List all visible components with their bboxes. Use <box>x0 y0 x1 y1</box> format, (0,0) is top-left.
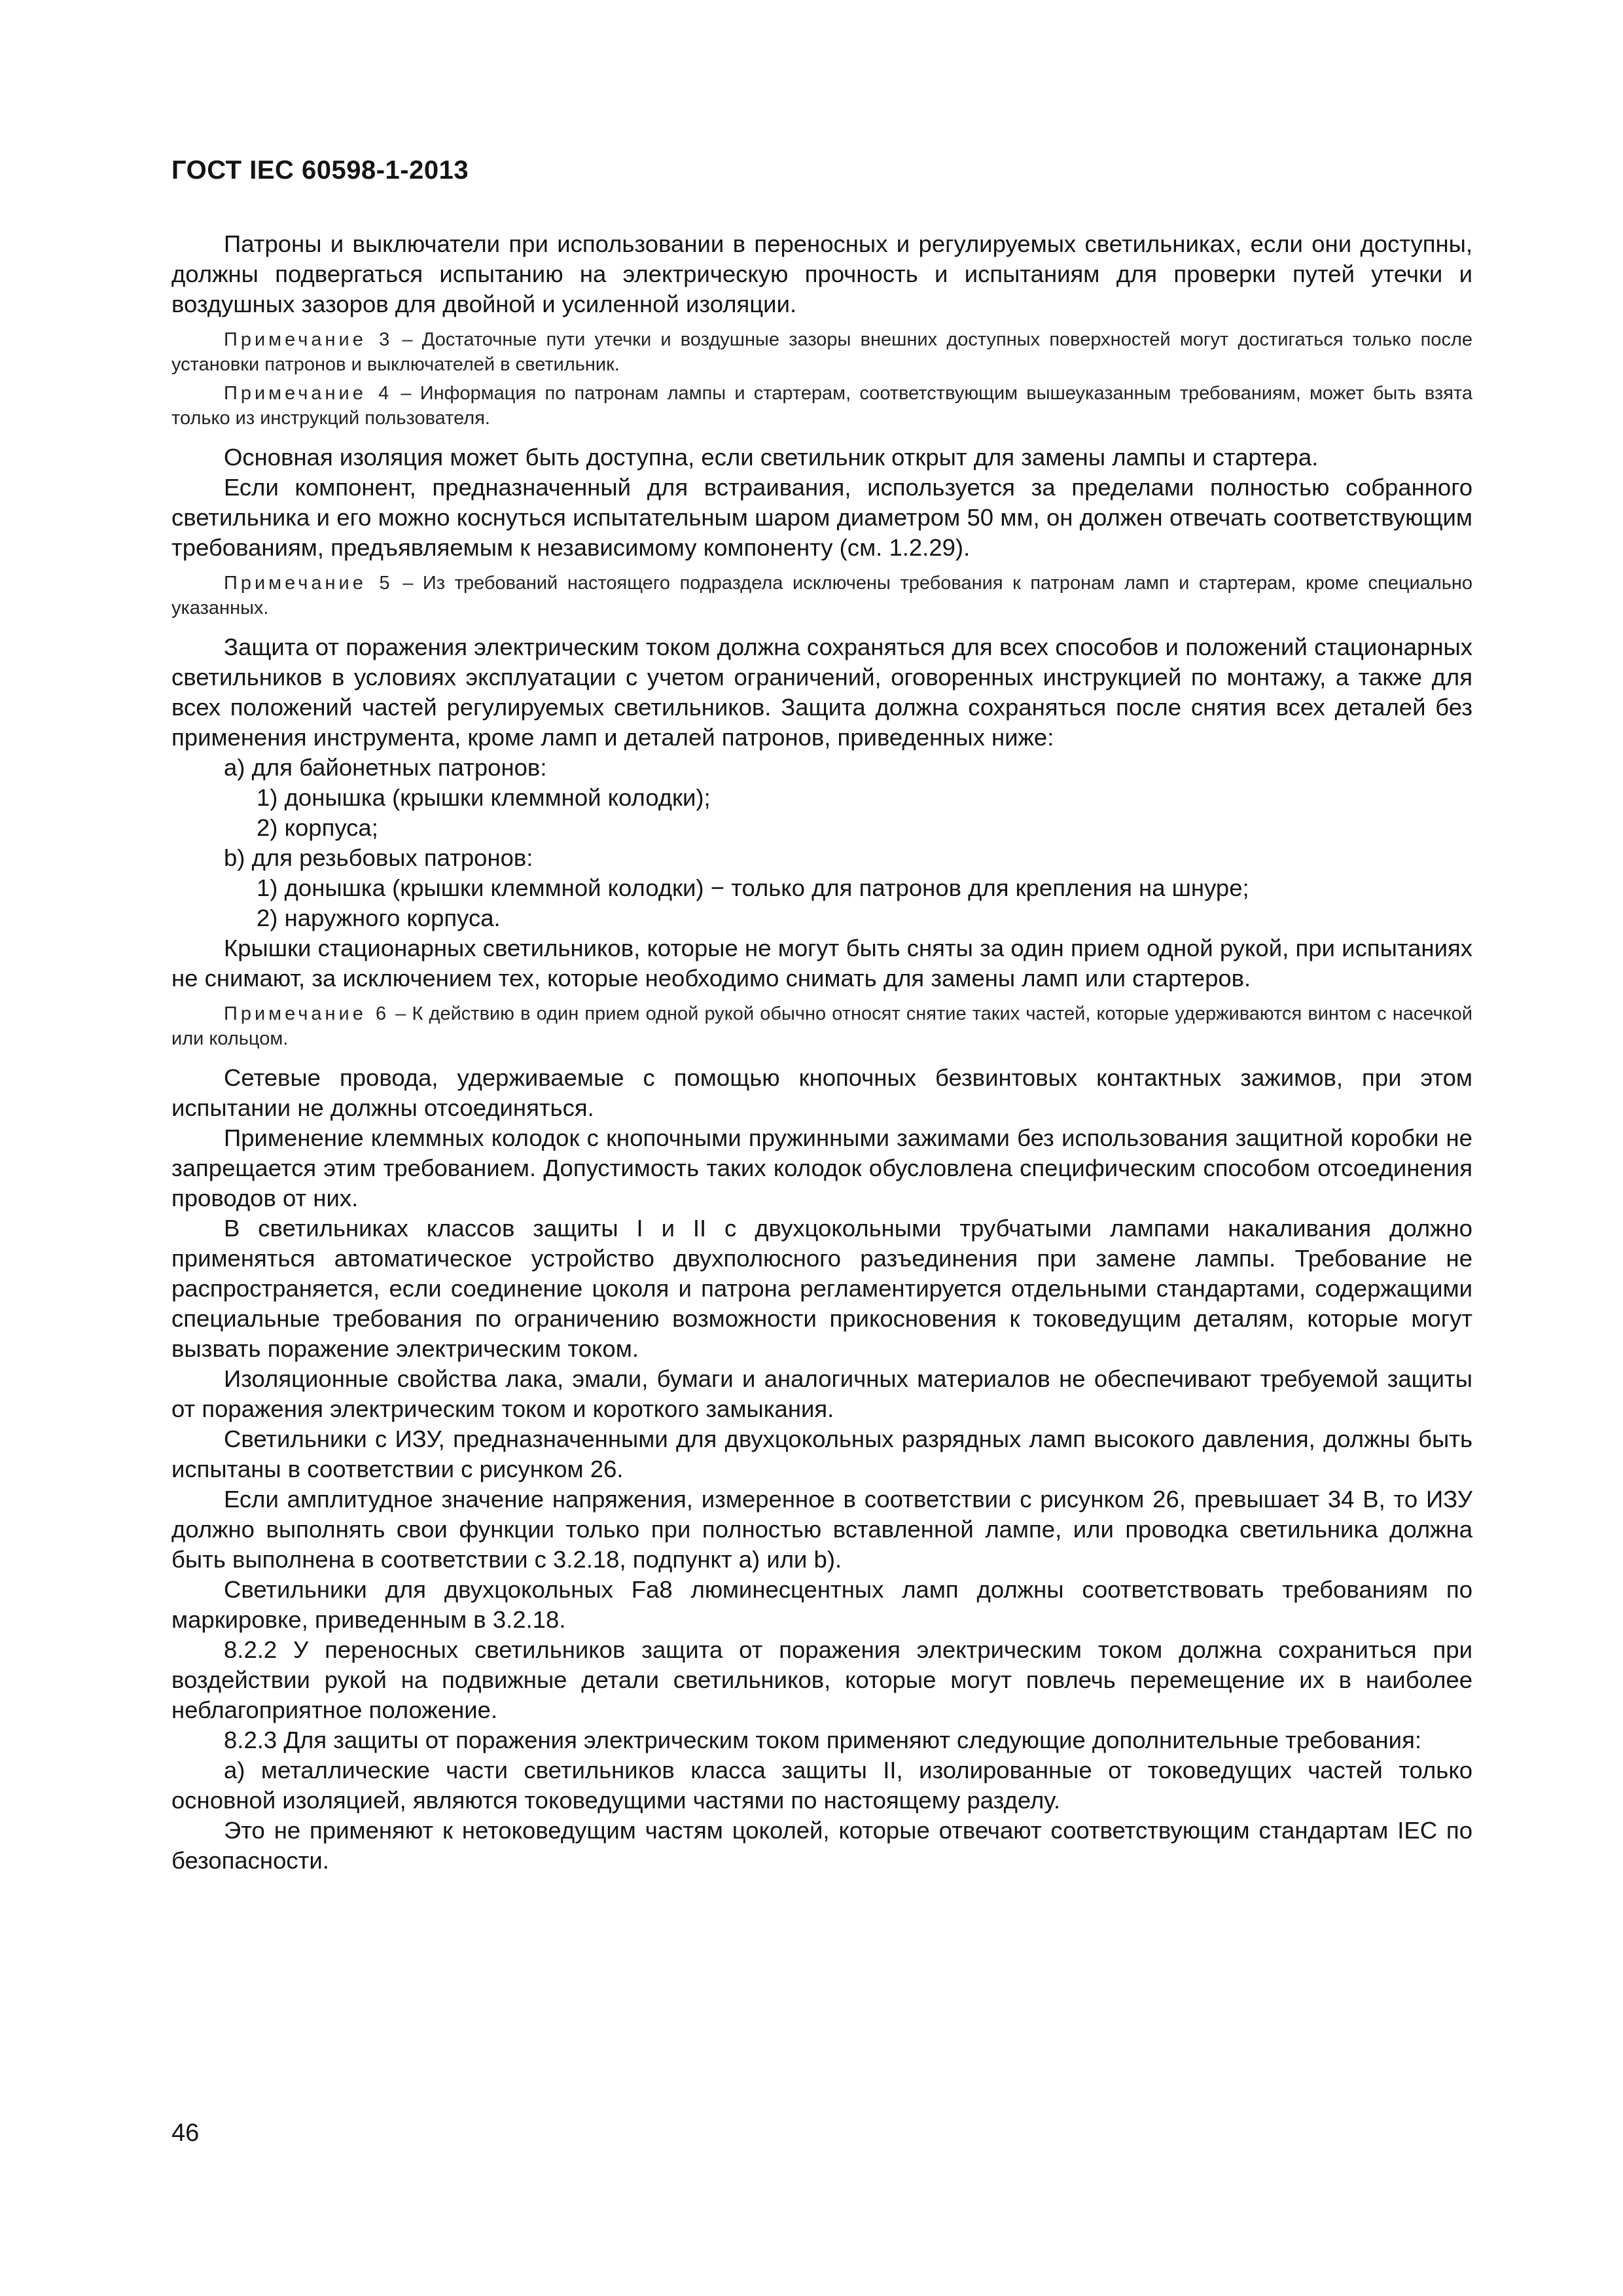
paragraph: Изоляционные свойства лака, эмали, бумаги и аналогичных материалов не обеспечивают требуемой защиты от поражения электрическим током и короткого замыкания. <box>171 1365 1472 1422</box>
paragraph: Сетевые провода, удерживаемые с помощью кнопочных безвинтовых контактных зажимов, при этом испытании не должны отсоединяться. <box>171 1064 1472 1121</box>
paragraph: Это не применяют к нетоковедущим частям цоколей, которые отвечают соответствующим стандартам IEC по безопасности. <box>171 1817 1472 1874</box>
document-body <box>171 229 1472 1876</box>
paragraph: Если компонент, предназначенный для встраивания, используется за пределами полностью собранного светильника и его можно коснуться испытательным шаром диаметром 50 мм, он должен отвечать соответствующим требованиям, предъявляемым к независимому компоненту (см. 1.2.29). <box>171 474 1472 561</box>
note <box>171 381 1472 431</box>
document-header: ГОСТ IEC 60598-1-2013 <box>171 156 469 185</box>
paragraph: Если амплитудное значение напряжения, измеренное в соответствии с рисунком 26, превышает 34 В, то ИЗУ должно выполнять свои функции только при полностью вставленной лампе, или проводка светильника должна быть выполнена в соответствии с 3.2.18, подпункт a) или b). <box>171 1486 1472 1573</box>
note-label: Примечание 3 <box>224 329 393 350</box>
note <box>171 1001 1472 1051</box>
paragraph: a) металлические части светильников класса защиты II, изолированные от токоведущих частей только основной изоляцией, являются токоведущими частями по настоящему разделу. <box>171 1757 1472 1814</box>
note-text: – К действию в один прием одной рукой обычно относят снятие таких частей, которые удерживаются винтом с насечкой или кольцом. <box>171 1003 1472 1049</box>
note-text: – Информация по патронам лампы и стартерам, соответствующим вышеуказанным требованиям, может быть взята только из инструкций пользователя. <box>171 383 1472 429</box>
paragraph: Основная изоляция может быть доступна, если светильник открыт для замены лампы и стартера. <box>224 444 1319 471</box>
paragraph: Светильники с ИЗУ, предназначенными для двухцокольных разрядных ламп высокого давления, должны быть испытаны в соответствии с рисунком 26. <box>171 1426 1472 1482</box>
list-item: 2) корпуса; <box>257 814 378 841</box>
note-label: Примечание 5 <box>224 573 393 594</box>
note-text: – Достаточные пути утечки и воздушные зазоры внешних доступных поверхностей могут достигаться только после установки патронов и выключателей в светильник. <box>171 329 1472 375</box>
list-item: 1) донышка (крышки клеммной колодки) − только для патронов для крепления на шнуре; <box>257 874 1249 901</box>
paragraph: Патроны и выключатели при использовании в переносных и регулируемых светильниках, если они доступны, должны подвергаться испытанию на электрическую прочность и испытаниям для проверки путей утечки и воздушных зазоров для двойной и усиленной изоляции. <box>171 230 1472 317</box>
list-item: 2) наружного корпуса. <box>257 905 501 931</box>
paragraph: Крышки стационарных светильников, которые не могут быть сняты за один прием одной рукой, при испытаниях не снимают, за исключением тех, которые необходимо снимать для замены ламп или стартеров. <box>171 935 1472 992</box>
paragraph: В светильниках классов защиты I и II с двухцокольными трубчатыми лампами накаливания должно применяться автоматическое устройство двухполюсного разъединения при замене лампы. Требование не распространяется, если соединение цоколя и патрона регламентируется отдельными стандартами, содержащими специальные требования по ограничению возможности прикосновения к токоведущим деталям, которые могут вызвать поражение электрическим током. <box>171 1215 1472 1362</box>
paragraph: 8.2.2 У переносных светильников защита от поражения электрическим током должна сохраниться при воздействии рукой на подвижные детали светильников, которые могут повлечь перемещение их в наиболее неблагоприятное положение. <box>171 1636 1472 1723</box>
note-label: Примечание 4 <box>224 383 393 404</box>
paragraph: 8.2.3 Для защиты от поражения электрическим током применяют следующие дополнительные требования: <box>224 1727 1421 1753</box>
paragraph: Светильники для двухцокольных Fa8 люминесцентных ламп должны соответствовать требованиям по маркировке, приведенным в 3.2.18. <box>171 1576 1472 1633</box>
list-item: a) для байонетных патронов: <box>224 754 547 781</box>
note-label: Примечание 6 <box>224 1003 390 1024</box>
paragraph: Защита от поражения электрическим током должна сохраняться для всех способов и положений стационарных светильников в условиях эксплуатации с учетом ограничений, оговоренных инструкцией по монтажу, а также для всех положений частей регулируемых светильников. Защита должна сохраняться после снятия всех деталей без применения инструмента, кроме ламп и деталей патронов, приведенных ниже: <box>171 634 1472 751</box>
list-item: 1) донышка (крышки клеммной колодки); <box>257 784 711 811</box>
note-text: – Из требований настоящего подраздела исключены требования к патронам ламп и стартерам, кроме специально указанных. <box>171 573 1472 619</box>
note <box>171 327 1472 377</box>
page-number: 46 <box>171 2119 200 2147</box>
note <box>171 571 1472 620</box>
paragraph: Применение клеммных колодок с кнопочными пружинными зажимами без использования защитной коробки не запрещается этим требованием. Допустимость таких колодок обусловлена специфическим способом отсоединения проводов от них. <box>171 1124 1472 1211</box>
list-item: b) для резьбовых патронов: <box>224 844 533 871</box>
